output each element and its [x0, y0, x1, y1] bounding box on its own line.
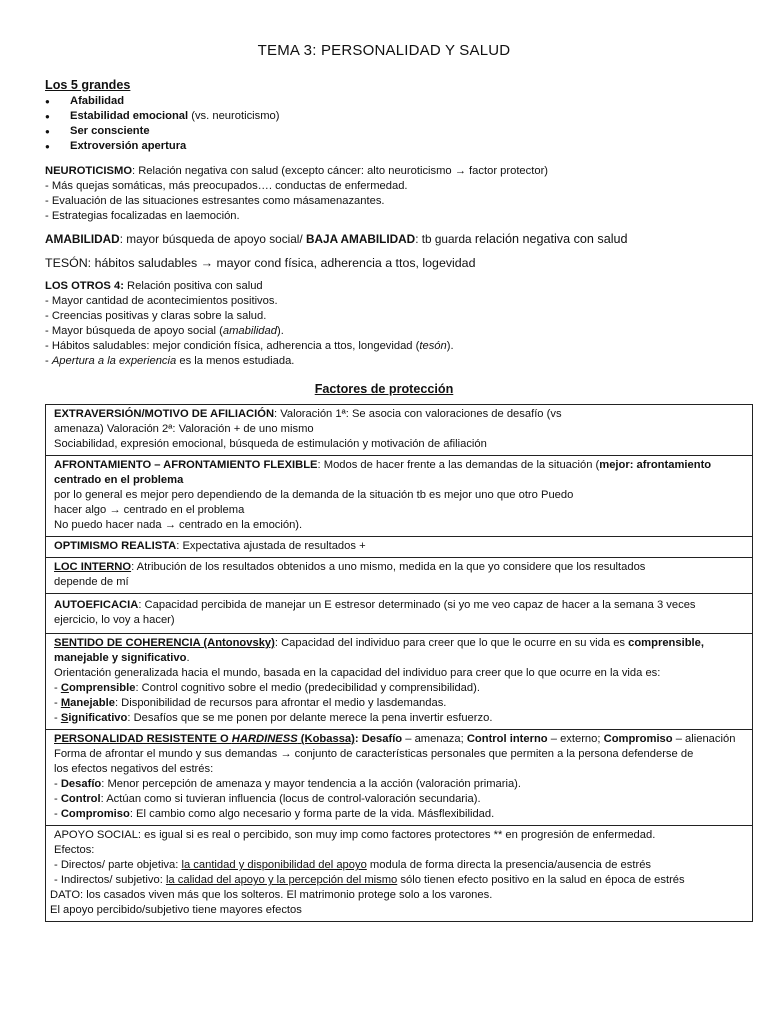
factor-bold: Control	[60, 793, 101, 805]
factor-text: : Menor percepción de amenaza y mayor tendencia a la acción (valoración primaria).	[101, 778, 522, 790]
factor-extraversion	[46, 405, 753, 456]
factor-optimismo	[46, 537, 753, 558]
otros-italic: amabilidad	[222, 325, 277, 337]
otros-text: - Hábitos saludables: mejor condición física, adherencia a ttos, longevidad (	[45, 340, 420, 352]
amabilidad-text: : mayor búsqueda de apoyo social/	[119, 232, 306, 246]
factor-label-italic: HARDINESS	[231, 733, 298, 745]
factor-text: - Directos/ parte objetiva:	[54, 859, 182, 871]
factor-bold: comprensible,	[628, 637, 704, 649]
factor-text: : El cambio como algo necesario y forma parte de la vida. Másflexibilidad.	[129, 808, 495, 820]
factor-bold: Desafío	[361, 733, 403, 745]
neuroticismo-line: - Más quejas somáticas, más preocupados…. conductas de enfermedad.	[45, 180, 408, 192]
factor-text: Sociabilidad, expresión emocional, búsqueda de estimulación y motivación de afiliación	[54, 438, 487, 450]
factor-text: : Disponibilidad de recursos para afrontar el medio y lasdemandas.	[114, 697, 447, 709]
factor-letter: C	[60, 682, 69, 694]
otros-italic: Apertura a la experiencia	[51, 355, 177, 367]
factor-text: : Capacidad percibida de manejar un E estresor determinado (si yo me veo capaz de hacer a la semana 3 veces	[138, 599, 696, 611]
factor-text: amenaza) Valoración 2ª: Valoración + de uno mismo	[54, 423, 314, 435]
list-item	[45, 139, 745, 154]
factor-label: AFRONTAMIENTO – AFRONTAMIENTO FLEXIBLE	[54, 459, 318, 471]
factor-label: OPTIMISMO REALISTA	[54, 540, 177, 552]
factor-text: : Control cognitivo sobre el medio (predecibilidad y comprensibilidad).	[135, 682, 480, 694]
factor-label: AUTOEFICACIA	[54, 599, 139, 611]
factor-autoeficacia	[46, 594, 753, 634]
otros-line	[45, 354, 755, 369]
list-item-label: Estabilidad emocional	[70, 110, 189, 122]
factor-text: modula de forma directa la presencia/ausencia de estrés	[366, 859, 652, 871]
factor-text: : Expectativa ajustada de resultados +	[176, 540, 366, 552]
factor-underlined: la calidad del apoyo y la percepción del mismo	[165, 874, 398, 886]
factor-text: los efectos negativos del estrés:	[54, 763, 214, 775]
neuroticismo-line: - Estrategias focalizadas en laemoción.	[45, 210, 240, 222]
factor-text: .	[186, 652, 190, 664]
factor-label: (Kobassa)	[297, 733, 355, 745]
factor-bold: Desafío	[60, 778, 102, 790]
otros-text: es la menos estudiada.	[176, 355, 295, 367]
neuroticismo-line: - Evaluación de las situaciones estresantes como másamenazantes.	[45, 195, 385, 207]
neuroticismo-label: NEUROTICISMO	[45, 165, 133, 177]
teson-text: TESÓN: hábitos saludables → mayor cond física, adherencia a ttos, logevidad	[45, 256, 476, 270]
factor-label: SENTIDO DE COHERENCIA (Antonovsky)	[54, 637, 275, 649]
factor-bold: Compromiso	[60, 808, 130, 820]
factor-text: ejercicio, lo voy a hacer)	[54, 614, 175, 626]
baja-amabilidad-text: : tb guarda	[415, 232, 475, 246]
factor-letter: M	[60, 697, 71, 709]
factor-text: por lo general es mejor pero dependiendo de la demanda de la situación tb es mejor uno que otro Puedo	[54, 489, 574, 501]
factor-text: – externo;	[547, 733, 604, 745]
table-row	[46, 634, 753, 730]
factor-text: APOYO SOCIAL: es igual si es real o percibido, son muy imp como factores protectores ** en progresión de enfermedad.	[54, 829, 656, 841]
otros-label: LOS OTROS 4:	[45, 280, 124, 292]
list-item-label: Ser consciente	[70, 125, 150, 137]
factor-text: : Actúan como si tuvieran influencia (locus de control-valoración secundaria).	[100, 793, 481, 805]
factor-text: sólo tienen efecto positivo en la salud en época de estrés	[397, 874, 685, 886]
teson-section	[45, 255, 755, 271]
list-item-note: (vs. neuroticismo)	[188, 110, 280, 122]
factor-text: No puedo hacer nada → centrado en la emoción).	[54, 519, 303, 531]
factor-text: hacer algo → centrado en el problema	[54, 504, 245, 516]
factor-text: : Modos de hacer frente a las demandas de la situación (	[317, 459, 600, 471]
list-item	[45, 124, 745, 139]
list-item	[45, 94, 745, 109]
otros-text: ).	[276, 325, 284, 337]
otros-intro: Relación positiva con salud	[123, 280, 263, 292]
factor-text: : Capacidad del individuo para creer que lo que le ocurre en su vida es	[274, 637, 629, 649]
table-row	[46, 594, 753, 634]
amabilidad-section	[45, 232, 755, 247]
table-row	[46, 405, 753, 456]
factor-text: Forma de afrontar el mundo y sus demandas → conjunto de características personales que permiten a la persona defenderse de	[54, 748, 694, 760]
big-five-list	[45, 94, 745, 154]
factor-label: LOC INTERNO	[54, 561, 132, 573]
factor-bold: anejable	[70, 697, 115, 709]
factor-text: Efectos:	[54, 844, 95, 856]
factor-label: EXTRAVERSIÓN/MOTIVO DE AFILIACIÓN	[54, 408, 275, 420]
table-row	[46, 558, 753, 594]
factor-underlined: la cantidad y disponibilidad del apoyo	[181, 859, 367, 871]
factor-bold: ignificativo	[68, 712, 128, 724]
factor-text: – alienación	[672, 733, 736, 745]
big-five-heading: Los 5 grandes	[45, 78, 131, 92]
factor-apoyo	[46, 826, 753, 922]
baja-amabilidad-label: BAJA AMABILIDAD	[305, 232, 416, 246]
factor-letter: S	[60, 712, 69, 724]
neuroticismo-section	[45, 164, 755, 224]
otros-text: -	[45, 355, 52, 367]
factor-text: DATO: los casados viven más que los solteros. El matrimonio protege solo a los varones.	[50, 889, 493, 901]
factor-text: - Indirectos/ subjetivo:	[54, 874, 166, 886]
factor-bold: Compromiso	[603, 733, 673, 745]
page-title: TEMA 3: PERSONALIDAD Y SALUD	[257, 42, 511, 59]
amabilidad-label: AMABILIDAD	[45, 232, 120, 246]
otros-text: ).	[446, 340, 454, 352]
factor-label: PERSONALIDAD RESISTENTE O	[54, 733, 232, 745]
factor-bold: Control interno	[466, 733, 548, 745]
factor-text: – amenaza;	[402, 733, 467, 745]
list-item-label: Afabilidad	[70, 95, 125, 107]
factores-title: Factores de protección	[314, 382, 454, 396]
neuroticismo-intro: : Relación negativa con salud (excepto cáncer: alto neuroticismo → factor protector)	[132, 165, 549, 177]
table-row	[46, 730, 753, 826]
factores-table	[45, 404, 753, 922]
otros-text: - Mayor búsqueda de apoyo social (	[45, 325, 223, 337]
otros-line	[45, 339, 755, 354]
factor-hardiness: PERSONALIDAD RESISTENTE O HARDINESS (Kobassa): Desafío – amenaza; Control interno – externo; Compromiso – alienación Forma de afrontar el mundo y sus demandas → conjunto de características personales que permiten a la persona defenderse de los efectos negativos del estrés: - Desafío: Menor percepción de amenaza y mayor tendencia a la acción (valoración primaria). - Control: Actúan como si tuvieran influencia (locus de control-valoración secundaria). - Compromiso: El cambio como algo necesario y forma parte de la vida. Másflexibilidad.	[46, 730, 753, 826]
big-five-section	[45, 77, 745, 154]
factor-coherencia: SENTIDO DE COHERENCIA (Antonovsky): Capacidad del individuo para creer que lo que le ocurre en su vida es comprensible, manejable y significativo. Orientación generalizada hacia el mundo, basada en la capacidad del individuo para creer que lo que ocurre en la vida es: - Comprensible: Control cognitivo sobre el medio (predecibilidad y comprensibilidad). - Manejable: Disponibilidad de recursos para afrontar el medio y lasdemandas. - Significativo: Desafíos que se me ponen por delante merece la pena invertir esfuerzo.	[46, 634, 753, 730]
table-row	[46, 537, 753, 558]
factor-text: : Atribución de los resultados obtenidos a uno mismo, medida en la que yo considere que los resultados	[131, 561, 646, 573]
factor-bold: manejable y significativo	[54, 652, 187, 664]
factor-text: : Desafíos que se me ponen por delante merece la pena invertir esfuerzo.	[127, 712, 493, 724]
factor-text: depende de mí	[54, 576, 129, 588]
table-row	[46, 826, 753, 922]
factor-afrontamiento	[46, 456, 753, 537]
otros-line: - Creencias positivas y claras sobre la salud.	[45, 310, 267, 322]
factor-bold: mejor: afrontamiento centrado en el problema	[54, 459, 712, 486]
factor-text: Orientación generalizada hacia el mundo, basada en la capacidad del individuo para creer que lo que ocurre en la vida es:	[54, 667, 661, 679]
factor-text: : Valoración 1ª: Se asocia con valoraciones de desafío (vs	[274, 408, 562, 420]
otros-line: - Mayor cantidad de acontecimientos positivos.	[45, 295, 278, 307]
otros-section	[45, 279, 755, 369]
list-item-label: Extroversión apertura	[70, 140, 187, 152]
otros-line	[45, 324, 755, 339]
factor-bold: omprensible	[68, 682, 136, 694]
baja-amabilidad-relation: relación negativa con salud	[474, 232, 628, 246]
table-row	[46, 456, 753, 537]
factor-loc	[46, 558, 753, 594]
otros-italic: tesón	[419, 340, 447, 352]
factor-text: El apoyo percibido/subjetivo tiene mayores efectos	[50, 904, 302, 916]
list-item	[45, 109, 745, 124]
